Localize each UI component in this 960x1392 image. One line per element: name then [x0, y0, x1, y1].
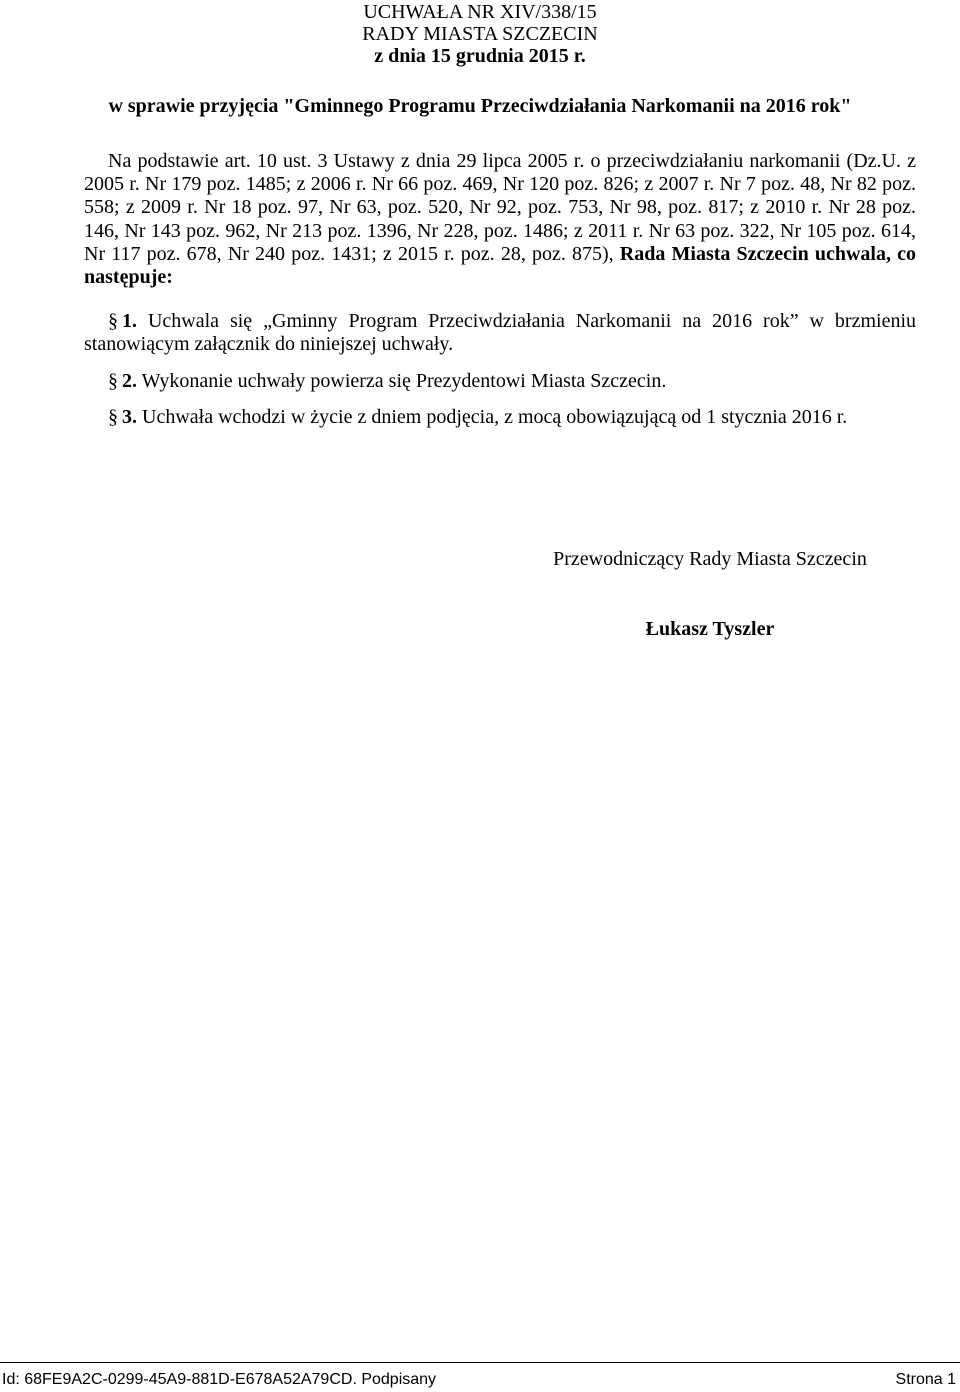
paragraph-number: 1. — [122, 310, 137, 332]
resolution-title: w sprawie przyjęcia "Gminnego Programu Przeciwdziałania Narkomanii na 2016 rok" — [108, 95, 852, 117]
paragraph-text: Uchwala się „Gminny Program Przeciwdziałania Narkomanii na 2016 rok” w brzmieniu stanowiącym załącznik do niniejszej uchwały. — [84, 310, 917, 356]
paragraph-1 — [84, 310, 916, 356]
paragraph-number: 2. — [122, 370, 137, 392]
paragraph-number: 3. — [122, 406, 137, 428]
section-sign: § — [108, 406, 118, 428]
section-sign: § — [108, 310, 118, 332]
paragraph-3 — [84, 406, 916, 429]
resolution-number: UCHWAŁA NR XIV/338/15 — [363, 1, 597, 23]
legal-basis-text: Na podstawie art. 10 ust. 3 Ustawy z dnia 29 lipca 2005 r. o przeciwdziałaniu narkomanii (Dz.U. z 2005 r. Nr 179 poz. 1485; z 2006 r. Nr 66 poz. 469, Nr 120 poz. 826; z 2007 r. Nr 7 poz. 48, Nr 82 poz. 558; z 2009 r. Nr 18 poz. 97, Nr 63, poz. 520, Nr 92, poz. 753, Nr 98, poz. 817; z 2010 r. Nr 28 poz. 146, Nr 143 poz. 962, Nr 213 poz. 1396, Nr 228, poz. 1486; z 2011 r. Nr 63 poz. 322, Nr 105 poz. 614, Nr 117 poz. 678, Nr 240 poz. 1431; z 2015 r. poz. 28, poz. 875), — [84, 150, 916, 265]
signatory-name: Łukasz Tyszler — [645, 618, 775, 640]
document-id: Id: 68FE9A2C-0299-45A9-881D-E678A52A79CD. Podpisany — [2, 1371, 437, 1388]
page-footer — [0, 1362, 960, 1392]
legal-basis-paragraph — [84, 150, 916, 289]
section-sign: § — [108, 370, 118, 392]
enacting-clause: Rada Miasta Szczecin uchwala, co następuje: — [84, 242, 917, 289]
paragraph-text: Uchwała wchodzi w życie z dniem podjęcia, z mocą obowiązującą od 1 stycznia 2016 r. — [142, 406, 848, 428]
page-number: Strona 1 — [895, 1371, 956, 1388]
council-name: RADY MIASTA SZCZECIN — [362, 23, 598, 45]
resolution-date: z dnia 15 grudnia 2015 r. — [374, 45, 586, 67]
paragraph-2 — [84, 370, 916, 393]
paragraph-text: Wykonanie uchwały powierza się Prezydentowi Miasta Szczecin. — [141, 370, 667, 392]
signatory-title: Przewodniczący Rady Miasta Szczecin — [553, 548, 867, 570]
